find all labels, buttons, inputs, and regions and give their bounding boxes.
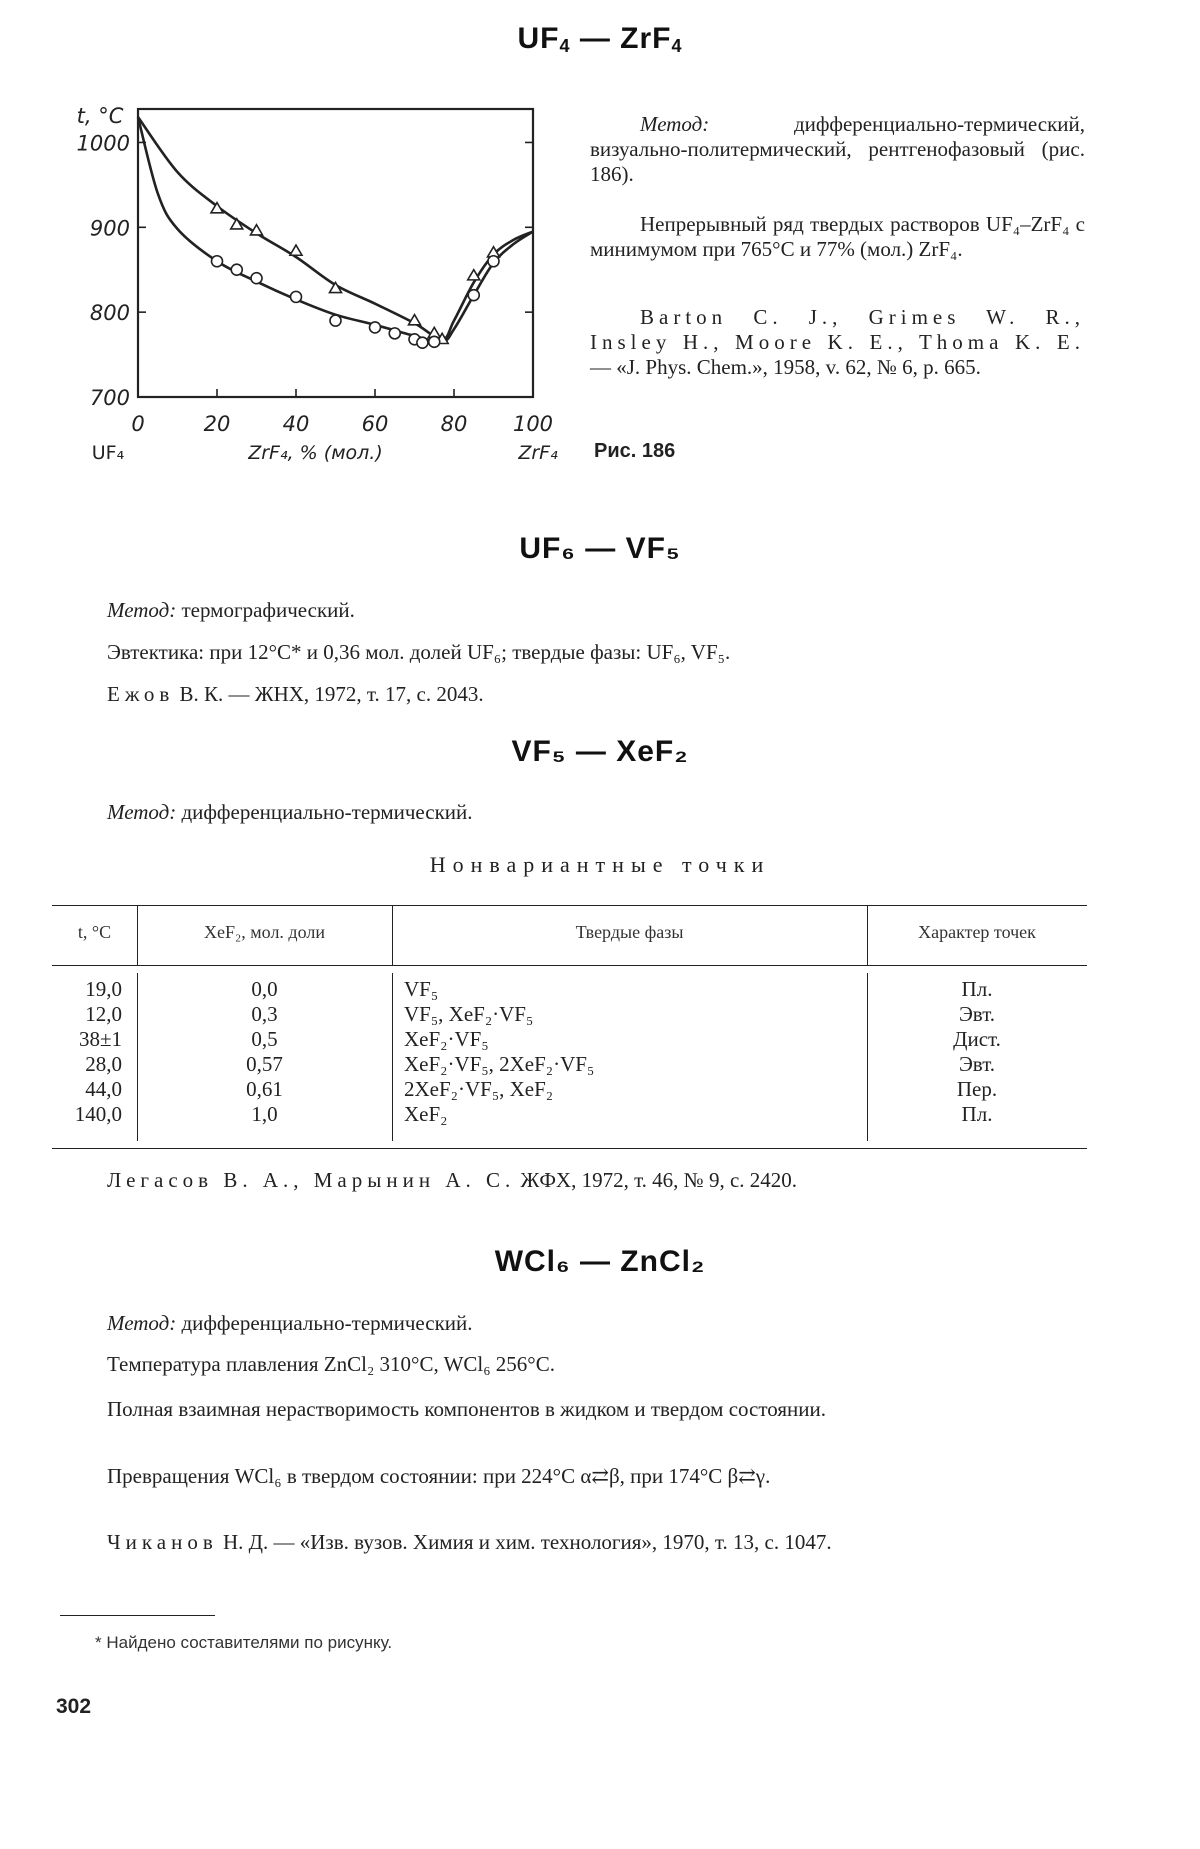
section2-title: UF₆ — VF₅ [519, 532, 681, 565]
circle-point [370, 322, 381, 333]
section4-melting: Температура плавления ZnCl₂ 310°C, WCl₆ 256°C. [107, 1352, 555, 1376]
circle-point [417, 337, 428, 348]
header-xef2-fraction: XeF₂, мол. доли [204, 922, 325, 942]
cell-xef2-fraction: 0,5 [251, 1027, 278, 1051]
circle-point [468, 290, 479, 301]
x-tick-label: 80 [440, 412, 468, 436]
header-point-type: Характер точек [918, 922, 1036, 942]
cell-point-type: Пер. [956, 1077, 998, 1101]
header-solid-phases: Твердые фазы [575, 922, 684, 942]
section4-insolubility: Полная взаимная нерастворимость компонентов в жидком и твердом состоянии. [107, 1397, 827, 1421]
y-axis-label: t, °C [76, 104, 124, 128]
circle-point [389, 328, 400, 339]
footnote: * Найдено составителями по рисунку. [95, 1633, 393, 1652]
triangle-point [290, 245, 302, 255]
x-left-component-label: UF₄ [91, 442, 125, 464]
x-tick-label: 40 [282, 412, 310, 436]
y-tick-label: 900 [89, 216, 130, 241]
table-title: Нонвариантные точки [429, 852, 771, 877]
circle-point [212, 256, 223, 267]
circle-point [488, 256, 499, 267]
circle-point [429, 336, 440, 347]
cell-solid-phases: XeF₂·VF₅ [404, 1027, 489, 1051]
cell-temperature: 19,0 [85, 977, 122, 1001]
y-tick-label: 1000 [76, 131, 130, 156]
cell-point-type: Эвт. [958, 1002, 996, 1026]
figure-caption: Рис. 186 [594, 440, 676, 462]
cell-point-type: Дист. [953, 1027, 1001, 1051]
cell-temperature: 44,0 [85, 1077, 122, 1101]
liquidus-curve [138, 117, 533, 339]
section1-title: $UF_4$ — ZrF$_4$ [517, 22, 683, 56]
cell-solid-phases: VF₅, XeF₂·VF₅ [404, 1002, 534, 1026]
cell-solid-phases: XeF₂·VF₅, 2XeF₂·VF₅ [404, 1052, 595, 1076]
section3-reference: Легасов В. А., Марынин А. С. ЖФХ, 1972, т. 46, № 9, с. 2420. [107, 1168, 798, 1192]
cell-xef2-fraction: 0,61 [246, 1077, 283, 1101]
cell-temperature: 28,0 [85, 1052, 122, 1076]
y-tick-label: 800 [89, 301, 130, 326]
cell-xef2-fraction: 1,0 [251, 1102, 278, 1126]
cell-solid-phases: VF₅ [404, 977, 439, 1001]
cell-xef2-fraction: 0,57 [246, 1052, 283, 1076]
plot-frame [138, 109, 533, 397]
section2-eutectic: Эвтектика: при 12°C* и 0,36 мол. долей UF₆; твердые фазы: UF₆, VF₅. [107, 640, 731, 664]
x-tick-label: 20 [203, 412, 231, 436]
section4-reference: Чиканов Н. Д. — «Изв. вузов. Химия и хим. технология», 1970, т. 13, с. 1047. [107, 1530, 832, 1554]
x-axis-label: ZrF₄, % (мол.) [248, 442, 383, 464]
x-tick-label: 100 [512, 412, 554, 436]
x-tick-label: 60 [361, 412, 389, 436]
section2-method: Метод: термографический. [107, 598, 355, 622]
section3-title: VF₅ — XeF₂ [511, 735, 689, 768]
circle-point [291, 291, 302, 302]
section1-method: Метод: дифференциально-термический, визуально-политермический, рентгенофазовый (рис. 186). [590, 112, 1085, 186]
x-right-component-label: ZrF₄ [518, 442, 558, 464]
circle-point [231, 264, 242, 275]
cell-temperature: 140,0 [74, 1102, 122, 1126]
cell-solid-phases: 2XeF₂·VF₅, XeF₂ [404, 1077, 554, 1101]
page-number: 302 [56, 1695, 92, 1718]
circle-point [330, 315, 341, 326]
invariant-points-table [52, 895, 1087, 1150]
section4-method: Метод: дифференциально-термический. [107, 1311, 473, 1335]
phase-diagram-chart [50, 95, 570, 475]
cell-xef2-fraction: 0,0 [251, 977, 278, 1001]
section4-transformations: Превращения WCl₆ в твердом состоянии: при 224°C α⇄β, при 174°C β⇄γ. [107, 1464, 771, 1488]
cell-point-type: Пл. [961, 1102, 993, 1126]
section1-reference: Barton C. J., Grimes W. R., Insley H., Moore K. E., Thoma K. E. — «J. Phys. Chem.», 1958, v. 62, № 6, p. 665. [590, 305, 1085, 379]
cell-temperature: 38±1 [78, 1027, 122, 1051]
section1-description: Непрерывный ряд твердых растворов UF₄–ZrF₄ с минимумом при 765°C и 77% (мол.) ZrF₄. [590, 212, 1085, 261]
solidus-curve [138, 117, 533, 342]
cell-point-type: Пл. [961, 977, 993, 1001]
cell-solid-phases: XeF₂ [404, 1102, 448, 1126]
circle-point [251, 273, 262, 284]
header-temperature: t, °C [77, 922, 112, 942]
section4-title: WCl₆ — ZnCl₂ [494, 1245, 706, 1278]
footnote-rule [60, 1615, 215, 1616]
cell-point-type: Эвт. [958, 1052, 996, 1076]
y-tick-label: 700 [89, 386, 130, 410]
x-tick-label: 0 [131, 412, 145, 436]
cell-xef2-fraction: 0,3 [251, 1002, 278, 1026]
cell-temperature: 12,0 [85, 1002, 122, 1026]
section3-method: Метод: дифференциально-термический. [107, 800, 473, 824]
section2-reference: Ежов В. К. — ЖНХ, 1972, т. 17, с. 2043. [107, 682, 484, 706]
